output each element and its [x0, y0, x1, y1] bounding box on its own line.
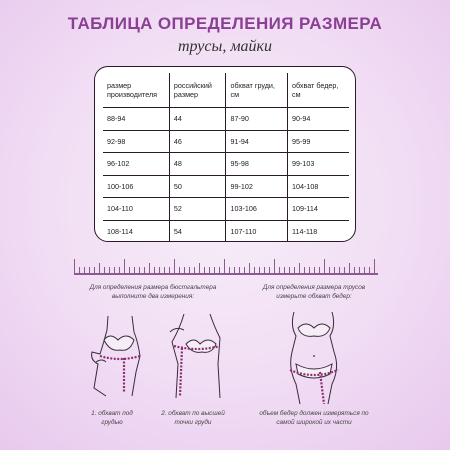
ruler-tick — [79, 267, 80, 273]
ruler-tick — [299, 263, 300, 273]
ruler-tick — [264, 267, 265, 273]
ruler-line — [74, 273, 378, 275]
ruler-tick — [269, 267, 270, 273]
ruler-tick — [154, 267, 155, 273]
ruler-tick — [259, 267, 260, 273]
ruler-tick — [124, 259, 125, 273]
ruler-tick — [199, 263, 200, 273]
ruler-tick — [229, 267, 230, 273]
ruler-tick — [184, 267, 185, 273]
ruler-tick — [149, 263, 150, 273]
ruler-tick — [224, 259, 225, 273]
header-bust-girth: обхват груди, см — [226, 73, 288, 108]
ruler-tick — [284, 267, 285, 273]
ruler-tick — [144, 267, 145, 273]
table-cell: 107-110 — [226, 220, 288, 242]
ruler-tick — [369, 267, 370, 273]
bra-instruction: Для определения размера бюстгальтера выполните два измерения: — [89, 284, 217, 300]
ruler-tick — [134, 267, 135, 273]
hips-caption: объем бедер должен измеряться по самой широкой их части — [259, 410, 369, 426]
table-cell: 92-98 — [103, 130, 169, 153]
bust-caption: 2. обхват по высшей точки груди — [161, 410, 225, 426]
underbust-measurement-icon — [80, 312, 160, 402]
table-cell: 108-114 — [103, 220, 169, 242]
table-cell: 90-94 — [287, 108, 349, 131]
ruler-tick — [169, 267, 170, 273]
ruler-tick — [104, 267, 105, 273]
page-title: ТАБЛИЦА ОПРЕДЕЛЕНИЯ РАЗМЕРА — [67, 14, 383, 33]
ruler-tick — [234, 267, 235, 273]
table-cell: 100-106 — [103, 175, 169, 198]
page-subtitle: трусы, майки — [177, 38, 273, 55]
ruler-tick — [209, 267, 210, 273]
ruler-tick — [359, 267, 360, 273]
ruler-tick — [289, 267, 290, 273]
ruler-tick — [344, 267, 345, 273]
table-cell: 46 — [169, 130, 226, 153]
ruler-tick — [219, 267, 220, 273]
header-hip-girth: обхват бедер, см — [287, 73, 349, 108]
ruler-tick — [329, 267, 330, 273]
ruler-tick — [84, 267, 85, 273]
table-row — [103, 108, 349, 131]
table-cell: 99-103 — [287, 153, 349, 176]
table-cell: 91-94 — [226, 130, 288, 153]
ruler-tick — [274, 259, 275, 273]
table-cell: 87-90 — [226, 108, 288, 131]
ruler-tick — [339, 267, 340, 273]
ruler-tick — [179, 267, 180, 273]
bust-measurement-icon — [158, 308, 236, 402]
header-manufacturer-size: размер производителя — [103, 73, 169, 108]
table-cell: 95-98 — [226, 153, 288, 176]
table-cell: 96-102 — [103, 153, 169, 176]
table-cell: 104-110 — [103, 198, 169, 221]
table-cell: 48 — [169, 153, 226, 176]
ruler-tick — [324, 259, 325, 273]
ruler-tick — [354, 267, 355, 273]
table-row — [103, 153, 349, 176]
ruler-tick — [204, 267, 205, 273]
hip-measurement-icon — [274, 308, 354, 406]
table-cell: 99-102 — [226, 175, 288, 198]
table-cell: 44 — [169, 108, 226, 131]
ruler-tick — [294, 267, 295, 273]
panties-instruction: Для определения размера трусов измерьте обхват бедер: — [262, 284, 366, 300]
ruler-tick — [279, 267, 280, 273]
table-cell: 52 — [169, 198, 226, 221]
ruler-tick — [244, 267, 245, 273]
ruler-tick — [159, 267, 160, 273]
table-cell: 88-94 — [103, 108, 169, 131]
table-row — [103, 175, 349, 198]
ruler-tick — [214, 267, 215, 273]
ruler-tick — [119, 267, 120, 273]
table-cell: 103-106 — [226, 198, 288, 221]
measuring-ruler-icon — [74, 258, 378, 274]
table-row — [103, 130, 349, 153]
ruler-tick — [164, 267, 165, 273]
ruler-tick — [364, 267, 365, 273]
table-cell: 54 — [169, 220, 226, 242]
table-cell: 109-114 — [287, 198, 349, 221]
ruler-tick — [174, 259, 175, 273]
table-row — [103, 198, 349, 221]
ruler-tick — [94, 267, 95, 273]
ruler-tick — [239, 267, 240, 273]
ruler-tick — [189, 267, 190, 273]
ruler-tick — [194, 267, 195, 273]
ruler-tick — [129, 267, 130, 273]
ruler-tick — [304, 267, 305, 273]
table-row — [103, 220, 349, 242]
table-cell: 95-99 — [287, 130, 349, 153]
table-cell: 50 — [169, 175, 226, 198]
table-header-row — [103, 73, 349, 108]
ruler-tick — [314, 267, 315, 273]
header-russian-size: российский размер — [169, 73, 226, 108]
ruler-tick — [374, 259, 375, 273]
ruler-tick — [139, 267, 140, 273]
ruler-tick — [319, 267, 320, 273]
ruler-tick — [89, 267, 90, 273]
size-table — [103, 73, 349, 242]
ruler-tick — [109, 267, 110, 273]
ruler-tick — [99, 263, 100, 273]
underbust-caption: 1. обхват под грудью — [91, 410, 133, 426]
ruler-tick — [254, 267, 255, 273]
ruler-tick — [74, 259, 75, 273]
ruler-tick — [309, 267, 310, 273]
size-table-card — [94, 66, 356, 242]
ruler-tick — [334, 267, 335, 273]
ruler-tick — [114, 267, 115, 273]
table-cell: 114-118 — [287, 220, 349, 242]
ruler-tick — [349, 263, 350, 273]
table-cell: 104-108 — [287, 175, 349, 198]
ruler-tick — [249, 263, 250, 273]
